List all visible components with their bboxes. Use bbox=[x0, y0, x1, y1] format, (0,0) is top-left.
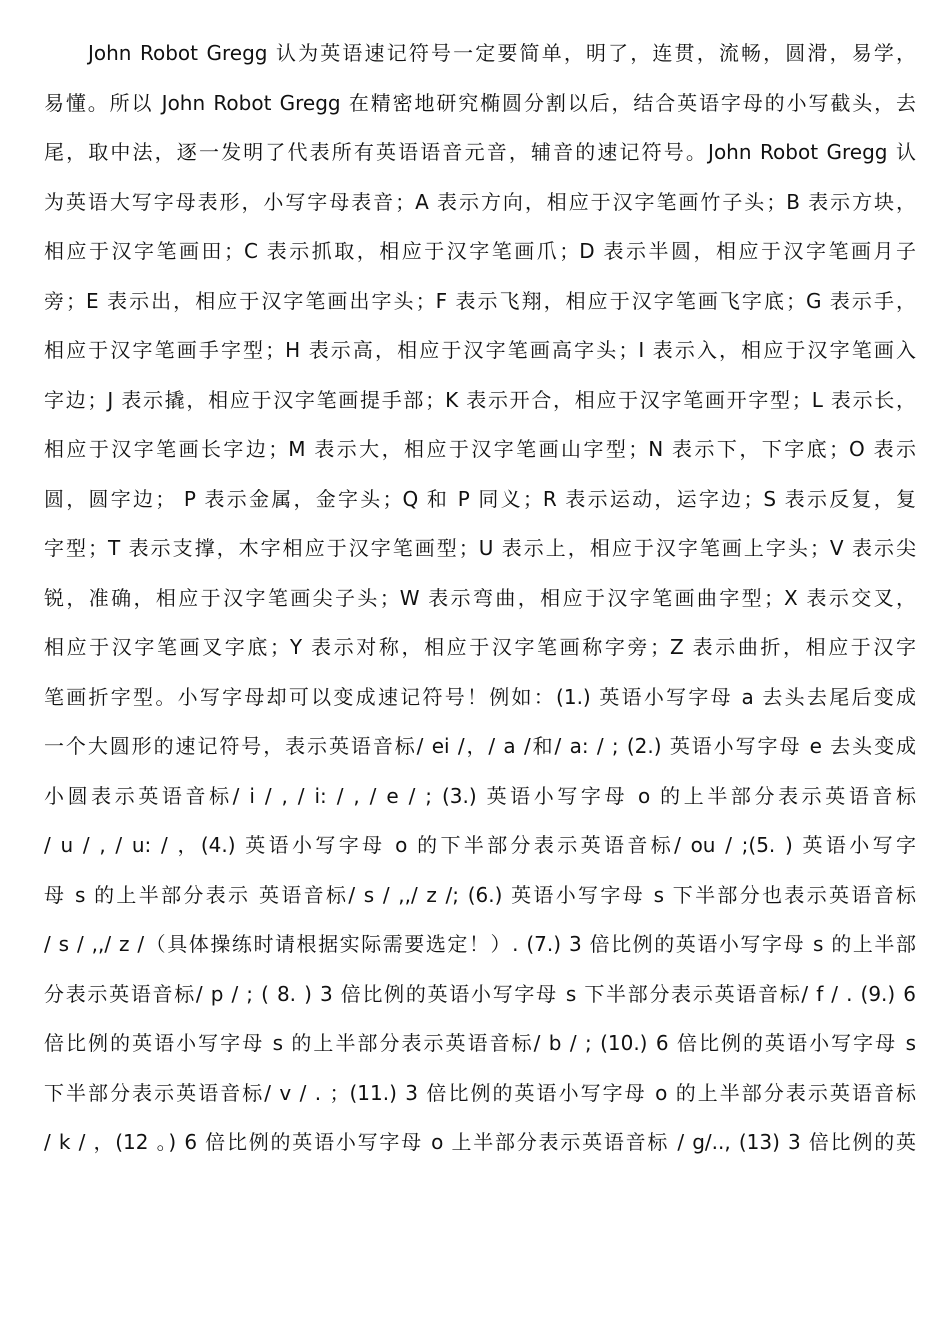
text-line: 母 s 的上半部分表示 英语音标/ s / ,,/ z /; (6.) 英语小写字母 s 下半部分也表示英语音标 bbox=[44, 882, 916, 907]
text-line: 易懂。所以 John Robot Gregg 在精密地研究椭圆分割以后，结合英语字母的小写截头，去 bbox=[44, 90, 916, 115]
document-page bbox=[44, 38, 916, 1177]
text-line: John Robot Gregg 认为英语速记符号一定要简单，明了，连贯，流畅，圆滑，易学， bbox=[88, 41, 916, 65]
text-line: 相应于汉字笔画长字边；M 表示大，相应于汉字笔画山字型；N 表示下，下字底；O 表示 bbox=[44, 437, 916, 461]
text-line: 笔画折字型。小写字母却可以变成速记符号！例如：(1.) 英语小写字母 a 去头去尾后变成 bbox=[44, 684, 916, 709]
text-line: 一个大圆形的速记符号，表示英语音标/ ei /，/ a /和/ a: / ; (2.) 英语小写字母 e 去头变成 bbox=[44, 734, 916, 758]
text-line: 小圆表示英语音标/ i / , / i: / , / e / ; (3.) 英语小写字母 o 的上半部分表示英语音标 bbox=[44, 783, 916, 808]
document-paragraph bbox=[44, 38, 916, 1177]
text-line: 字型；T 表示支撑，木字相应于汉字笔画型；U 表示上，相应于汉字笔画上字头；V 表示尖 bbox=[44, 536, 916, 560]
text-line: 倍比例的英语小写字母 s 的上半部分表示英语音标/ b / ; (10.) 6 倍比例的英语小写字母 s bbox=[44, 1031, 916, 1055]
text-line: 锐，准确，相应于汉字笔画尖子头；W 表示弯曲，相应于汉字笔画曲字型；X 表示交叉， bbox=[44, 585, 916, 610]
text-line: 圆，圆字边； P 表示金属，金字头；Q 和 P 同义；R 表示运动，运字边；S 表示反复，复 bbox=[44, 486, 916, 511]
text-line: 尾，取中法，逐一发明了代表所有英语语音元音，辅音的速记符号。John Robot Gregg 认 bbox=[44, 140, 916, 164]
text-line: 为英语大写字母表形，小写字母表音；A 表示方向，相应于汉字笔画竹子头；B 表示方块， bbox=[44, 189, 916, 214]
text-line: 字边；J 表示撬，相应于汉字笔画提手部；K 表示开合，相应于汉字笔画开字型；L 表示长， bbox=[44, 387, 916, 412]
text-line: 下半部分表示英语音标/ v / . ；(11.) 3 倍比例的英语小写字母 o 的上半部分表示英语音标 bbox=[44, 1080, 916, 1105]
text-line: 相应于汉字笔画田；C 表示抓取，相应于汉字笔画爪；D 表示半圆，相应于汉字笔画月子 bbox=[44, 239, 916, 263]
text-line: / s / ,,/ z /（具体操练时请根据实际需要选定！）. (7.) 3 倍比例的英语小写字母 s 的上半部 bbox=[44, 932, 916, 956]
text-line: / u / , / u: / ，(4.) 英语小写字母 o 的下半部分表示英语音标/ ou / ;(5. ) 英语小写字 bbox=[44, 833, 916, 857]
text-line: 相应于汉字笔画手字型；H 表示高，相应于汉字笔画高字头；I 表示入，相应于汉字笔画入 bbox=[44, 338, 916, 362]
text-line: / k / ，(12 。) 6 倍比例的英语小写字母 o 上半部分表示英语音标 / g/.., (13) 3 倍比例的英 bbox=[44, 1130, 916, 1154]
text-line: 分表示英语音标/ p / ; ( 8. ) 3 倍比例的英语小写字母 s 下半部分表示英语音标/ f / . (9.) 6 bbox=[44, 981, 916, 1006]
text-line: 旁；E 表示出，相应于汉字笔画出字头；F 表示飞翔，相应于汉字笔画飞字底；G 表示手， bbox=[44, 288, 916, 313]
text-line: 相应于汉字笔画叉字底；Y 表示对称，相应于汉字笔画称字旁；Z 表示曲折，相应于汉字 bbox=[44, 635, 916, 659]
